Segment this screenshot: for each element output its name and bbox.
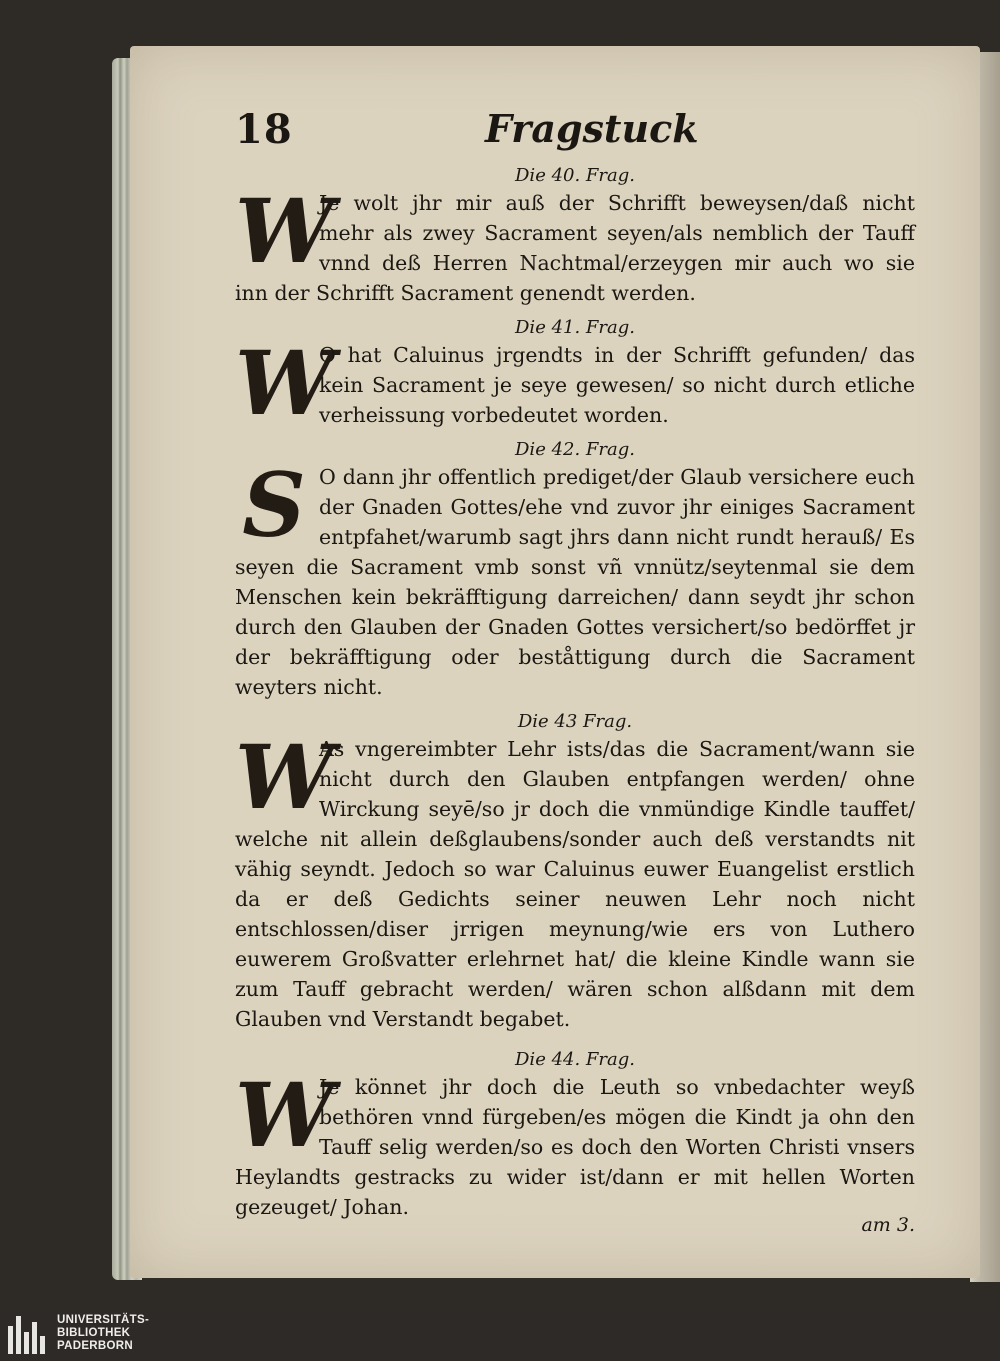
- question-heading: Die 41. Frag.: [515, 317, 635, 338]
- library-name-line1: UNIVERSITÄTS-: [57, 1314, 150, 1326]
- paragraph-text: O hat Caluinus jrgendts in der Schrifft gefunden/ das kein Sacrament je seye gewesen/ so nicht durch etliche verheissung vorbedeutet worden.: [319, 343, 915, 427]
- library-footer: [0, 1310, 1000, 1361]
- question-text: [235, 1063, 915, 1222]
- drop-cap: S: [242, 453, 306, 557]
- page-header: [235, 106, 915, 166]
- running-head: Fragstuck: [485, 106, 699, 151]
- question-heading: Die 43 Frag.: [517, 711, 633, 732]
- library-logo-icon: [8, 1314, 50, 1354]
- section-44: [235, 1048, 915, 1222]
- drop-cap: W: [235, 725, 334, 829]
- section-41: [235, 316, 915, 435]
- section-40: [235, 164, 915, 308]
- drop-cap: W: [235, 1063, 334, 1167]
- paragraph-text: Je könnet jhr doch die Leuth so vnbedachter weyß bethören vnnd fürgeben/es mögen die Kindt ja ohn den Tauff selig werden/so es doch den Worten Christi vnsers Heylandts gestracks zu wider ist/dann er mit hellen Worten gezeuget/ Johan.: [235, 1075, 915, 1219]
- paragraph-text: O dann jhr offentlich prediget/der Glaub versichere euch der Gnaden Gottes/ehe vnd zuvor jhr einiges Sacrament entpfahet/warumb sagt jhrs dann nicht rundt herauß/ Es seyen die Sacrament vmb sonst vñ vnnütz/seytenmal sie dem Menschen kein bekräfftigung darreichen/ dann seydt jhr schon durch den Glauben der Gnaden Gottes versichert/so bedörffet jr der bekräfftigung oder beståttigung durch die Sacrament weyters nicht.: [235, 465, 915, 699]
- question-heading: Die 42. Frag.: [515, 439, 635, 460]
- question-text: [235, 453, 915, 702]
- section-42: [235, 438, 915, 702]
- text-block: [235, 164, 915, 1222]
- paragraph-text: As vngereimbter Lehr ists/das die Sacrament/wann sie nicht durch den Glauben entpfangen werden/ ohne Wirckung seyē/so jr doch die vnmündige Kindle tauffet/ welche nit allein deßglaubens/sonder auch deß verstandts nit vähig seyndt. Jedoch so war Caluinus euwer Euangelist erstlich da er deß Gedichts seiner neuwen Lehr noch nicht entschlossen/diser jrrigen meynung/wie ers von Luthero euwerem Großvatter erlehrnet hat/ die kleine Kindle wann sie zum Tauff gebracht werden/ wären schon alßdann mit dem Glauben vnd Verstandt begabet.: [235, 737, 915, 1031]
- question-heading: Die 40. Frag.: [515, 165, 635, 186]
- question-text: [235, 725, 915, 1034]
- drop-cap: W: [235, 331, 334, 435]
- library-name-line2: BIBLIOTHEK: [57, 1327, 131, 1339]
- library-name: [57, 1314, 149, 1353]
- catchword: am 3.: [861, 1214, 915, 1236]
- book-page: [130, 46, 980, 1278]
- paragraph-text: Je wolt jhr mir auß der Schrifft beweysen/daß nicht mehr als zwey Sacrament seyen/als nemblich der Tauff vnnd deß Herren Nachtmal/erzeygen mir auch wo sie inn der Schrifft Sacrament genendt werden.: [235, 191, 915, 305]
- library-name-line3: PADERBORN: [57, 1340, 133, 1352]
- question-text: [235, 179, 915, 308]
- question-text: [235, 331, 915, 435]
- question-heading: Die 44. Frag.: [515, 1049, 635, 1070]
- page-content: [235, 106, 915, 1236]
- drop-cap: W: [235, 179, 334, 283]
- section-43: [235, 710, 915, 1034]
- page-number: 18: [235, 106, 293, 153]
